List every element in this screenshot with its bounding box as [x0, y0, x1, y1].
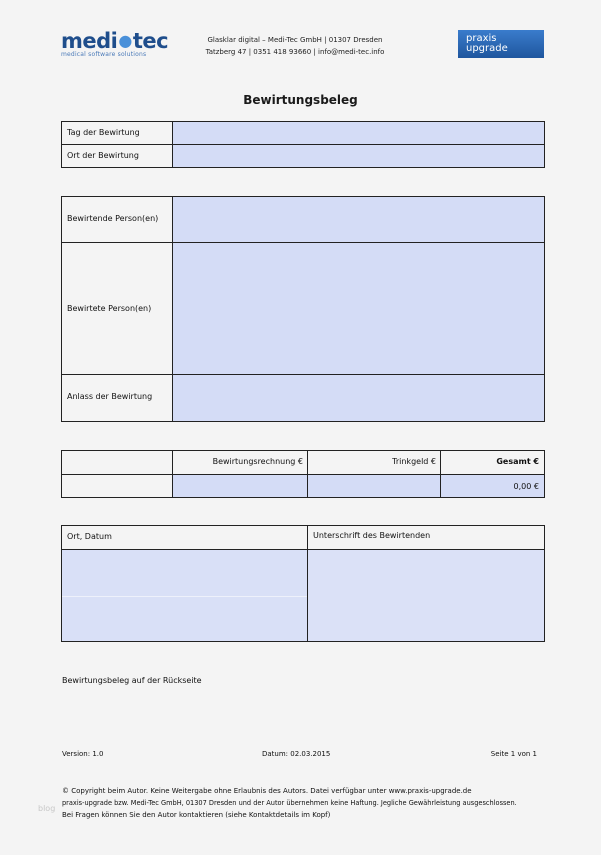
bewirtete-personen-field[interactable] [173, 243, 544, 374]
rueckseite-note: Bewirtungsbeleg auf der Rückseite [62, 676, 202, 685]
watermark-text: blog [38, 804, 56, 813]
trinkgeld-field[interactable] [308, 475, 440, 497]
trinkgeld-header: Trinkgeld € [392, 457, 436, 466]
persons-table [61, 196, 545, 422]
logo-text-left: medi [61, 29, 118, 53]
copyright-line2: praxis-upgrade bzw. Medi-Tec GmbH, 01307 Dresden und der Autor übernehmen keine Haftung. Jegliche Gewährleistung ausgeschlossen. [62, 799, 517, 807]
ort-datum-field[interactable] [62, 550, 307, 641]
logo-text-right: tec [132, 29, 169, 53]
version-text: Version: 1.0 [62, 750, 104, 758]
copyright-line1: © Copyright beim Autor. Keine Weitergabe ohne Erlaubnis des Autors. Datei verfügbar unter www.praxis-upgrade.de [62, 787, 472, 795]
company-info [200, 34, 390, 58]
bewirtungsrechnung-field[interactable] [173, 475, 307, 497]
bewirtende-personen-field[interactable] [173, 197, 544, 242]
bewirtete-personen-label: Bewirtete Person(en) [67, 304, 152, 313]
bewirtende-personen-label: Bewirtende Person(en) [67, 214, 159, 223]
praxis-upgrade-logo [458, 30, 544, 58]
tag-der-bewirtung-field[interactable] [173, 122, 544, 144]
medi-tec-logo [61, 31, 168, 58]
logo-dot-icon: ● [118, 31, 132, 50]
bewirtungsrechnung-header: Bewirtungsrechnung € [212, 457, 303, 466]
tag-der-bewirtung-label: Tag der Bewirtung [67, 128, 140, 137]
ort-der-bewirtung-field[interactable] [173, 145, 544, 167]
badge-line2: upgrade [466, 43, 508, 54]
copyright-line3: Bei Fragen können Sie den Autor kontaktieren (siehe Kontaktdetails im Kopf) [62, 811, 331, 819]
anlass-der-bewirtung-label: Anlass der Bewirtung [67, 392, 153, 401]
unterschrift-label: Unterschrift des Bewirtenden [313, 531, 431, 540]
company-info-line1: Glasklar digital – Medi-Tec GmbH | 01307 Dresden [207, 36, 383, 44]
logo-tagline: medical software solutions [61, 51, 147, 58]
page-number-text: Seite 1 von 1 [490, 750, 537, 758]
company-info-line2: Tatzberg 47 | 0351 418 93660 | info@medi-tec.info [205, 48, 385, 56]
badge-line1: praxis [466, 33, 497, 44]
unterschrift-field[interactable] [308, 550, 544, 641]
amounts-table [61, 450, 545, 498]
gesamt-value: 0,00 € [513, 482, 539, 491]
anlass-der-bewirtung-field[interactable] [173, 375, 544, 421]
signature-table [61, 525, 545, 642]
date-place-table [61, 121, 545, 168]
datum-text: Datum: 02.03.2015 [262, 750, 331, 758]
gesamt-header: Gesamt € [496, 457, 539, 466]
document-title: Bewirtungsbeleg [243, 93, 358, 107]
logo-wordmark [61, 31, 168, 51]
ort-der-bewirtung-label: Ort der Bewirtung [67, 151, 139, 160]
ort-datum-label: Ort, Datum [67, 532, 112, 541]
